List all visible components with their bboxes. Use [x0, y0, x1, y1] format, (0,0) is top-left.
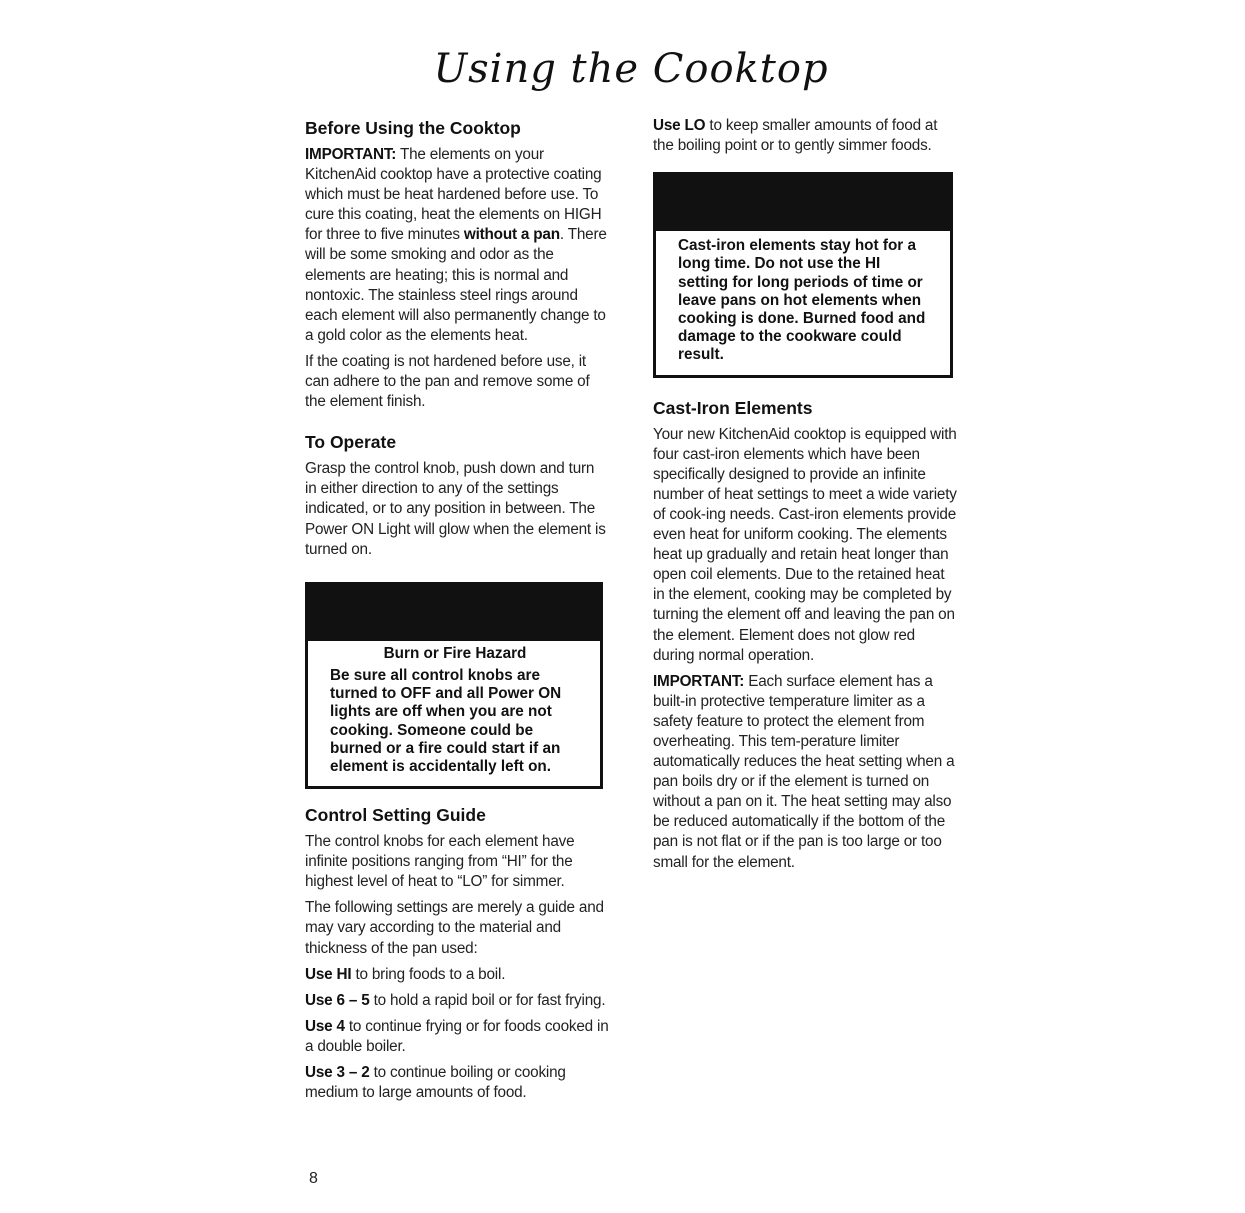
warning-text: Be sure all control knobs are turned to OFF and all Power ON lights are off when you are not cooking. Someone could be burned or a fire could start if an element is accidentally left on. — [330, 666, 562, 775]
cast-iron-important-text: Each surface element has a built-in protective temperature limiter as a safety feature to protect the element from overheating. This tem-perature limiter automatically reduces the heat setting when a pan boils dry or if the element is turned on without a pan on it. The heat setting may also be reduced automatically if the bottom of the pan is not flat or if the pan is too large or too small for the element. — [653, 672, 955, 871]
warning-header-bar — [308, 585, 600, 641]
cast-iron-heading: Cast-Iron Elements — [653, 397, 813, 418]
page-number: 8 — [309, 1170, 318, 1187]
use-lo-text: to keep smaller amounts of food at the boiling point or to gently simmer foods. — [653, 117, 938, 155]
warning-title: Burn or Fire Hazard — [383, 644, 527, 662]
use-6-5-text: to hold a rapid boil or for fast frying. — [369, 991, 606, 1009]
cast-iron-paragraph-2 — [653, 672, 959, 873]
left-column — [305, 118, 609, 1123]
burn-fire-hazard-warning — [305, 582, 603, 789]
without-pan-emphasis: without a pan — [463, 226, 560, 244]
use-3-2-item — [305, 1063, 609, 1103]
cast-iron-hot-warning — [653, 172, 953, 377]
cast-iron-warning-text: Cast-iron elements stay hot for a long time. Do not use the HI setting for long periods of time or leave pans on hot elements when cooking is done. Burned food and damage to the cookware could result. — [678, 237, 926, 364]
before-using-paragraph-1 — [305, 145, 609, 346]
use-4-text: to continue frying or for foods cooked in a double boiler. — [305, 1017, 609, 1055]
use-3-2-label: Use 3 – 2 — [305, 1064, 370, 1082]
cast-iron-paragraph-1: Your new KitchenAid cooktop is equipped with four cast-iron elements which have been specifically designed to provide an infinite number of heat settings to meet a wide variety of cook-ing needs. Cast-iron elements provide even heat for uniform cooking. The elements heat up gradually and retain heat longer than open coil elements. Due to the retained heat in the element, cooking may be completed by turning the element off and leaving the pan on the element. Element does not glow red during normal operation. — [653, 425, 957, 664]
use-3-2-text: to continue boiling or cooking medium to large amounts of food. — [305, 1064, 566, 1102]
to-operate-section — [305, 432, 609, 559]
before-using-paragraph-2: If the coating is not hardened before use, it can adhere to the pan and remove some of the element finish. — [305, 352, 590, 411]
use-6-5-item — [305, 991, 609, 1011]
control-guide-paragraph-2: The following settings are merely a guide and may vary according to the material and thickness of the pan used: — [305, 899, 604, 957]
warning-body-right — [656, 231, 950, 374]
warning-body — [308, 641, 600, 786]
page-title: Using the Cooktop — [433, 46, 829, 92]
to-operate-paragraph: Grasp the control knob, push down and turn in either direction to any of the settings indicated, or to any position in between. The Power ON Light will glow when the element is turned on. — [305, 460, 606, 558]
use-4-label: Use 4 — [305, 1017, 345, 1035]
use-hi-text: to bring foods to a boil. — [351, 965, 506, 983]
control-guide-heading: Control Setting Guide — [305, 805, 486, 826]
control-guide-paragraph-1: The control knobs for each element have infinite positions ranging from “HI” for the highest level of heat to “LO” for simmer. — [305, 833, 575, 891]
use-hi-label: Use HI — [305, 965, 352, 983]
to-operate-heading: To Operate — [305, 432, 397, 453]
use-hi-item — [305, 965, 609, 985]
right-column — [653, 116, 959, 893]
important-label: IMPORTANT: — [305, 146, 397, 163]
before-using-heading: Before Using the Cooktop — [305, 118, 521, 138]
before-using-text-a: The elements on your KitchenAid cooktop have a protective coating which must be heat hardened before use. To cure this coating, heat the elements on HIGH for three to five minutes — [305, 146, 602, 244]
warning-header-bar-right — [656, 175, 950, 231]
use-lo-item — [653, 116, 959, 156]
before-using-section — [305, 118, 609, 412]
use-4-item — [305, 1017, 609, 1057]
use-lo-label: Use LO — [653, 117, 706, 134]
before-using-text-b: . There will be some smoking and odor as the elements are heating; this is normal and nontoxic. The stainless steel rings around each element will also permanently change to a gold color as the elements heat. — [305, 226, 607, 344]
control-guide-section — [305, 805, 609, 1103]
important-label-2: IMPORTANT: — [653, 672, 745, 690]
cast-iron-section — [653, 398, 959, 873]
use-6-5-label: Use 6 – 5 — [305, 991, 370, 1009]
